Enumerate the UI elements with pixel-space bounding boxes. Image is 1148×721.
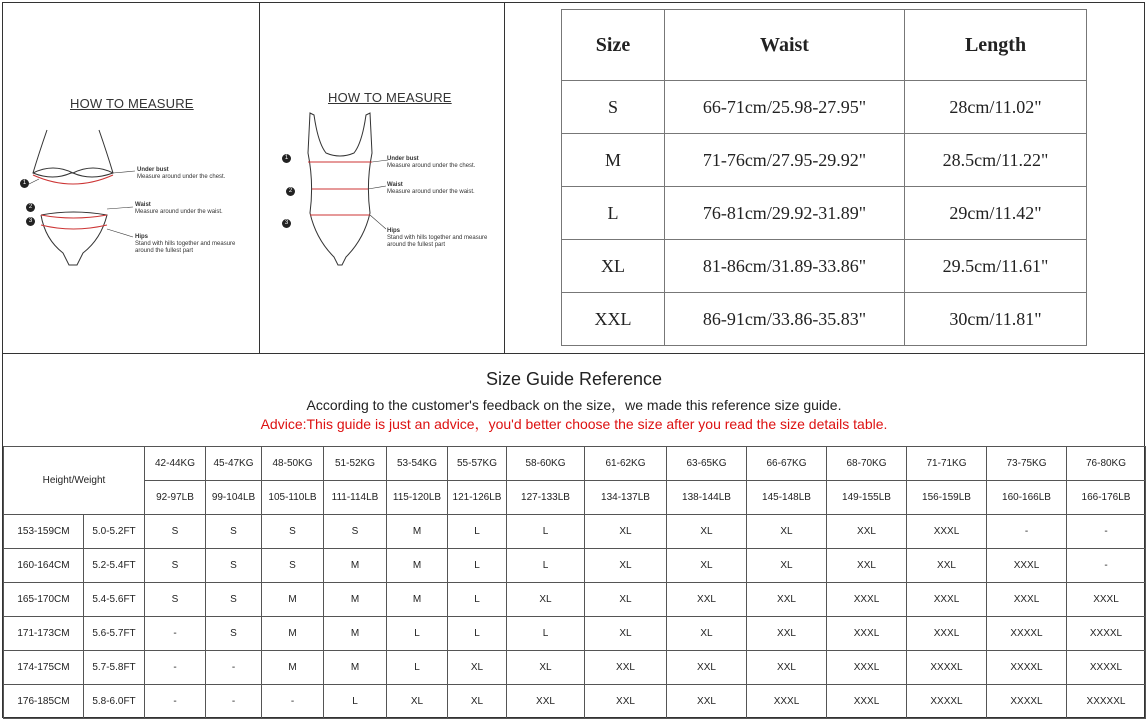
size-recommendation-cell: XXXL (907, 617, 987, 651)
size-recommendation-cell: S (206, 549, 262, 583)
point-2-name: Waist (387, 182, 403, 188)
height-ft-cell: 5.6-5.7FT (84, 617, 145, 651)
size-cell: XXL (562, 293, 665, 346)
weight-kg-cell: 71-71KG (907, 447, 987, 481)
weight-lb-cell: 145-148LB (747, 481, 827, 515)
point-1-name: Under bust (387, 156, 419, 162)
size-recommendation-cell: XL (507, 651, 585, 685)
size-recommendation-cell: XXL (585, 685, 667, 719)
size-recommendation-cell: M (387, 549, 448, 583)
size-recommendation-cell: S (145, 583, 206, 617)
point-3-label (135, 234, 235, 255)
size-row (562, 240, 1087, 293)
size-recommendation-cell: L (448, 617, 507, 651)
point-1-desc: Measure around under the chest. (387, 163, 476, 169)
size-recommendation-cell: S (145, 549, 206, 583)
point-2-label (135, 202, 223, 216)
size-recommendation-cell: - (1067, 515, 1146, 549)
length-cell: 28cm/11.02" (905, 81, 1087, 134)
size-recommendation-cell: XXXL (827, 685, 907, 719)
reference-row (4, 583, 1146, 617)
divider (3, 353, 1145, 354)
size-recommendation-cell: - (206, 685, 262, 719)
size-recommendation-cell: XXL (747, 617, 827, 651)
weight-lb-cell: 99-104LB (206, 481, 262, 515)
size-recommendation-cell: XXXL (907, 515, 987, 549)
size-recommendation-cell: S (206, 515, 262, 549)
size-recommendation-cell: M (324, 583, 387, 617)
size-recommendation-cell: - (145, 617, 206, 651)
waist-cell: 66-71cm/25.98-27.95" (665, 81, 905, 134)
waist-cell: 81-86cm/31.89-33.86" (665, 240, 905, 293)
point-1-marker: 1 (282, 154, 291, 163)
weight-kg-cell: 61-62KG (585, 447, 667, 481)
point-3-marker: 3 (282, 219, 291, 228)
size-recommendation-cell: XL (585, 549, 667, 583)
size-table-body (562, 81, 1087, 346)
size-recommendation-cell: M (387, 515, 448, 549)
size-row (562, 293, 1087, 346)
size-cell: XL (562, 240, 665, 293)
weight-lb-cell: 127-133LB (507, 481, 585, 515)
point-3-desc: Stand with hills together and measure (387, 235, 488, 241)
weight-kg-cell: 58-60KG (507, 447, 585, 481)
waist-cell: 71-76cm/27.95-29.92" (665, 134, 905, 187)
size-recommendation-cell: M (262, 651, 324, 685)
size-recommendation-cell: XXXXL (907, 685, 987, 719)
reference-row (4, 549, 1146, 583)
reference-row (4, 515, 1146, 549)
weight-lb-cell: 134-137LB (585, 481, 667, 515)
point-3-label (387, 228, 487, 249)
size-recommendation-cell: - (987, 515, 1067, 549)
weight-kg-cell: 42-44KG (145, 447, 206, 481)
size-recommendation-cell: XXXL (987, 549, 1067, 583)
size-recommendation-cell: S (206, 583, 262, 617)
size-recommendation-cell: - (145, 685, 206, 719)
size-recommendation-cell: - (145, 651, 206, 685)
weight-kg-cell: 45-47KG (206, 447, 262, 481)
length-cell: 30cm/11.81" (905, 293, 1087, 346)
waist-header: Waist (665, 10, 905, 81)
swimsuit-diagram (260, 3, 504, 353)
reference-row (4, 685, 1146, 719)
size-cell: M (562, 134, 665, 187)
point-2-marker: 2 (26, 203, 35, 212)
size-recommendation-cell: M (324, 617, 387, 651)
size-recommendation-cell: XL (448, 651, 507, 685)
size-recommendation-cell: XL (585, 583, 667, 617)
size-recommendation-cell: XL (387, 685, 448, 719)
size-recommendation-cell: - (262, 685, 324, 719)
weight-kg-cell: 68-70KG (827, 447, 907, 481)
weight-lb-cell: 92-97LB (145, 481, 206, 515)
measure-title: HOW TO MEASURE (328, 90, 452, 105)
height-cm-cell: 160-164CM (4, 549, 84, 583)
size-recommendation-cell: XL (747, 515, 827, 549)
size-recommendation-cell: XXXL (987, 583, 1067, 617)
size-recommendation-cell: M (387, 583, 448, 617)
size-recommendation-cell: L (507, 515, 585, 549)
size-recommendation-cell: XXL (827, 549, 907, 583)
size-recommendation-cell: XXXL (827, 617, 907, 651)
size-recommendation-cell: XL (448, 685, 507, 719)
point-2-desc: Measure around under the waist. (387, 189, 475, 195)
size-recommendation-cell: M (262, 583, 324, 617)
size-recommendation-cell: L (507, 617, 585, 651)
size-recommendation-cell: XXL (667, 651, 747, 685)
height-ft-cell: 5.2-5.4FT (84, 549, 145, 583)
size-recommendation-cell: S (145, 515, 206, 549)
point-1-marker: 1 (20, 179, 29, 188)
size-recommendation-cell: L (387, 617, 448, 651)
size-recommendation-cell: L (448, 583, 507, 617)
measure-panel-bikini (3, 3, 259, 353)
point-2-name: Waist (135, 202, 151, 208)
point-3-name: Hips (135, 234, 149, 240)
weight-lb-row (4, 481, 1146, 515)
size-header: Size (562, 10, 665, 81)
size-recommendation-cell: XXL (667, 685, 747, 719)
point-1-name: Under bust (137, 167, 169, 173)
waist-cell: 76-81cm/29.92-31.89" (665, 187, 905, 240)
size-cell: S (562, 81, 665, 134)
reference-table (3, 446, 1146, 719)
size-recommendation-cell: XXXL (827, 651, 907, 685)
height-ft-cell: 5.4-5.6FT (84, 583, 145, 617)
point-3-desc-2: around the fullest part (135, 248, 194, 254)
point-2-label (387, 182, 475, 196)
weight-kg-cell: 53-54KG (387, 447, 448, 481)
weight-kg-cell: 48-50KG (262, 447, 324, 481)
point-3-name: Hips (387, 228, 401, 234)
height-weight-corner: Height/Weight (4, 447, 145, 515)
height-cm-cell: 174-175CM (4, 651, 84, 685)
size-recommendation-cell: XL (667, 549, 747, 583)
height-cm-cell: 171-173CM (4, 617, 84, 651)
length-header: Length (905, 10, 1087, 81)
size-recommendation-cell: M (324, 651, 387, 685)
size-table (561, 9, 1087, 346)
size-recommendation-cell: XXXXL (987, 685, 1067, 719)
size-recommendation-cell: XXL (585, 651, 667, 685)
weight-kg-cell: 55-57KG (448, 447, 507, 481)
height-ft-cell: 5.7-5.8FT (84, 651, 145, 685)
reference-table-body (4, 447, 1146, 719)
weight-kg-cell: 63-65KG (667, 447, 747, 481)
size-recommendation-cell: XXL (907, 549, 987, 583)
point-3-desc-2: around the fullest part (387, 242, 446, 248)
height-ft-cell: 5.0-5.2FT (84, 515, 145, 549)
reference-row (4, 617, 1146, 651)
weight-lb-cell: 156-159LB (907, 481, 987, 515)
size-recommendation-cell: XXXXL (907, 651, 987, 685)
size-row (562, 81, 1087, 134)
weight-lb-cell: 111-114LB (324, 481, 387, 515)
point-1-desc: Measure around under the chest. (137, 174, 226, 180)
height-cm-cell: 153-159CM (4, 515, 84, 549)
size-recommendation-cell: S (206, 617, 262, 651)
size-recommendation-cell: XXXXL (1067, 617, 1146, 651)
size-recommendation-cell: XL (747, 549, 827, 583)
length-cell: 29cm/11.42" (905, 187, 1087, 240)
height-cm-cell: 176-185CM (4, 685, 84, 719)
size-recommendation-cell: L (324, 685, 387, 719)
reference-title: Size Guide Reference (485, 369, 663, 389)
point-1-label (137, 167, 225, 181)
size-recommendation-cell: XXXXL (987, 617, 1067, 651)
weight-lb-cell: 115-120LB (387, 481, 448, 515)
size-cell: L (562, 187, 665, 240)
weight-kg-cell: 51-52KG (324, 447, 387, 481)
height-cm-cell: 165-170CM (4, 583, 84, 617)
size-recommendation-cell: L (507, 549, 585, 583)
divider (504, 3, 505, 353)
point-2-marker: 2 (286, 187, 295, 196)
size-recommendation-cell: S (262, 549, 324, 583)
weight-lb-cell: 121-126LB (448, 481, 507, 515)
size-recommendation-cell: XXL (747, 651, 827, 685)
size-recommendation-cell: L (448, 549, 507, 583)
reference-advice: Advice:This guide is just an advice，you'd better choose the size after you read the size details table. (260, 416, 888, 432)
point-1-label (387, 156, 475, 170)
size-recommendation-cell: XXXL (907, 583, 987, 617)
reference-row (4, 651, 1146, 685)
point-3-desc: Stand with hills together and measure (135, 241, 236, 247)
measure-panel-swimsuit (260, 3, 504, 353)
size-recommendation-cell: XL (507, 583, 585, 617)
height-ft-cell: 5.8-6.0FT (84, 685, 145, 719)
size-recommendation-cell: XL (585, 515, 667, 549)
size-recommendation-cell: L (387, 651, 448, 685)
reference-subtitle: According to the customer's feedback on the size，we made this reference size guide. (306, 397, 842, 413)
size-recommendation-cell: S (262, 515, 324, 549)
size-row (562, 134, 1087, 187)
size-recommendation-cell: XL (585, 617, 667, 651)
size-recommendation-cell: XXL (667, 583, 747, 617)
size-recommendation-cell: - (1067, 549, 1146, 583)
size-recommendation-cell: XXL (507, 685, 585, 719)
size-recommendation-cell: XL (667, 515, 747, 549)
size-recommendation-cell: XL (667, 617, 747, 651)
length-cell: 28.5cm/11.22" (905, 134, 1087, 187)
point-2-desc: Measure around under the waist. (135, 209, 223, 215)
size-recommendation-cell: L (448, 515, 507, 549)
size-recommendation-cell: S (324, 515, 387, 549)
size-recommendation-cell: XXXL (827, 583, 907, 617)
weight-lb-cell: 166-176LB (1067, 481, 1146, 515)
size-row (562, 187, 1087, 240)
size-recommendation-cell: XXXL (747, 685, 827, 719)
weight-lb-cell: 160-166LB (987, 481, 1067, 515)
size-recommendation-cell: XXL (827, 515, 907, 549)
weight-kg-cell: 66-67KG (747, 447, 827, 481)
length-cell: 29.5cm/11.61" (905, 240, 1087, 293)
weight-lb-cell: 149-155LB (827, 481, 907, 515)
weight-lb-cell: 138-144LB (667, 481, 747, 515)
size-recommendation-cell: XXXXL (987, 651, 1067, 685)
weight-kg-cell: 73-75KG (987, 447, 1067, 481)
size-recommendation-cell: - (206, 651, 262, 685)
weight-kg-row (4, 447, 1146, 481)
size-recommendation-cell: XXXXL (1067, 651, 1146, 685)
size-recommendation-cell: XXL (747, 583, 827, 617)
size-recommendation-cell: M (324, 549, 387, 583)
weight-lb-cell: 105-110LB (262, 481, 324, 515)
waist-cell: 86-91cm/33.86-35.83" (665, 293, 905, 346)
size-recommendation-cell: XXXL (1067, 583, 1146, 617)
weight-kg-cell: 76-80KG (1067, 447, 1146, 481)
size-recommendation-cell: XXXXXL (1067, 685, 1146, 719)
measure-title: HOW TO MEASURE (70, 96, 194, 111)
point-3-marker: 3 (26, 217, 35, 226)
size-recommendation-cell: M (262, 617, 324, 651)
